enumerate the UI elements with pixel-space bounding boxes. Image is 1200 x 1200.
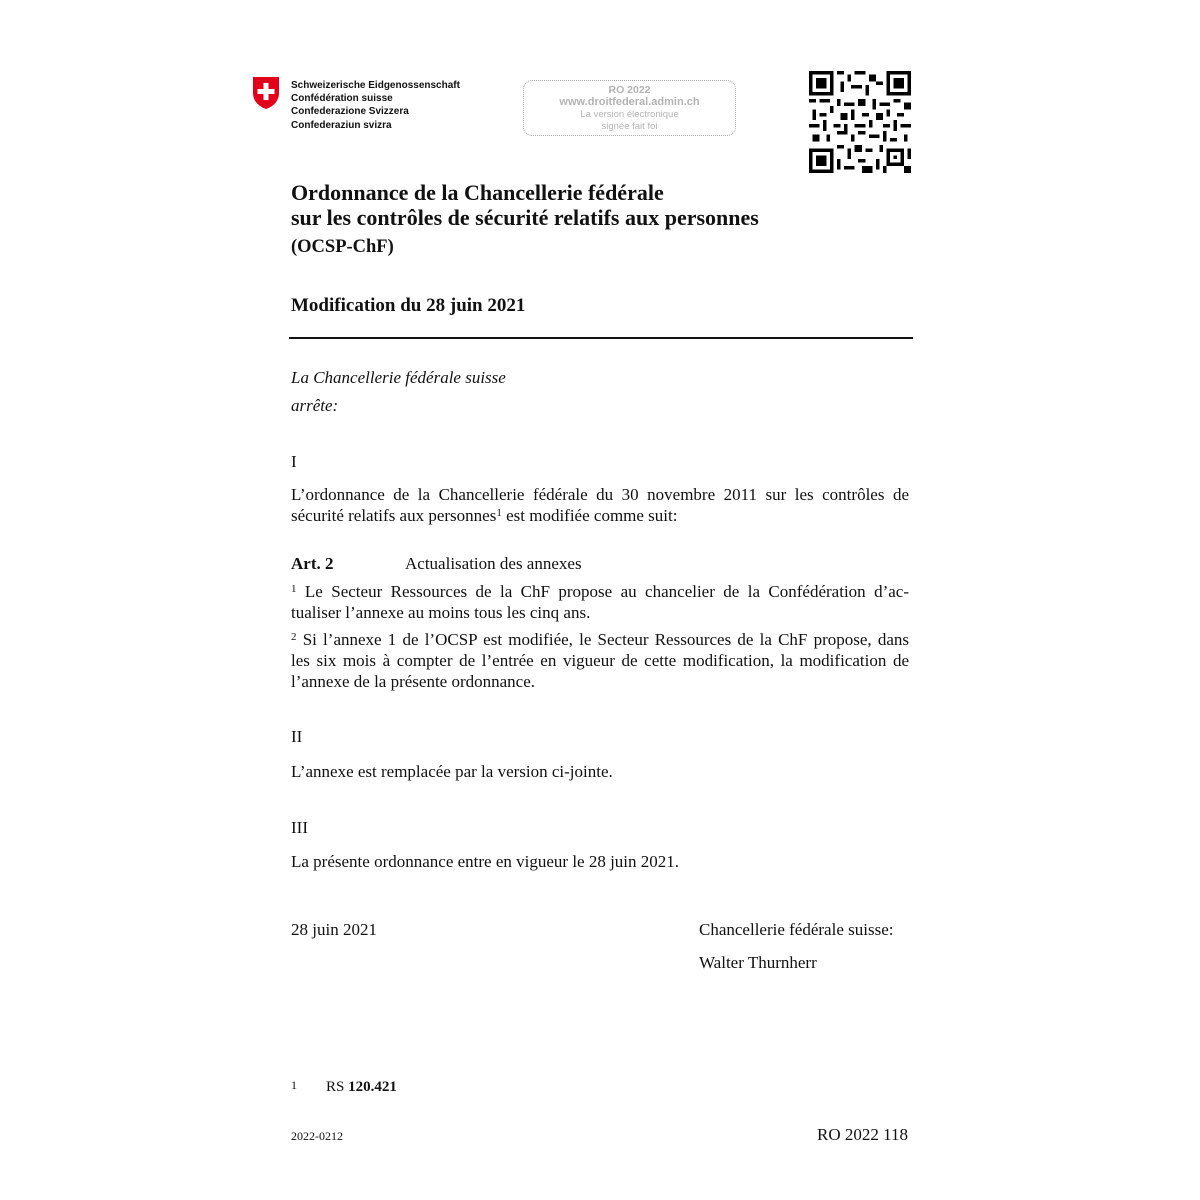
section-numeral-3: III	[291, 818, 308, 837]
paragraph-2-line-1	[291, 629, 909, 650]
paragraph-2-line-2: les six mois à compter de l’entrée en vigueur de cette modification, la modification de	[291, 651, 909, 670]
title-divider	[289, 337, 913, 339]
section-1-intro	[291, 484, 909, 526]
enacting-authority: La Chancellerie fédérale suisse	[291, 368, 506, 387]
authority-name-it: Confederazione Svizzera	[291, 106, 409, 118]
footnote-prefix: RS	[326, 1079, 349, 1095]
signature-office: Chancellerie fédérale suisse:	[699, 920, 894, 939]
publication-reference: RO 2022 118	[817, 1125, 908, 1144]
qr-code-icon[interactable]	[809, 71, 911, 173]
stamp-url[interactable]: www.droitfederal.admin.ch	[559, 96, 700, 108]
document-title	[291, 180, 759, 230]
article-paragraph-2	[291, 629, 909, 692]
signatory-name: Walter Thurnherr	[699, 953, 817, 972]
federal-authority-names	[291, 79, 460, 132]
section-1-intro-end: est modifiée comme suit:	[501, 506, 678, 525]
stamp-note-2: signée fait foi	[601, 120, 658, 132]
authority-name-fr: Confédération suisse	[291, 93, 393, 105]
authority-name-rm: Confederaziun svizra	[291, 119, 392, 131]
paragraph-number-1: 1	[291, 583, 297, 595]
title-abbreviation: (OCSP-ChF)	[291, 237, 394, 257]
signature-date: 28 juin 2021	[291, 920, 377, 939]
section-1-intro-text: sécurité relatifs aux personnes	[291, 506, 497, 525]
section-1-intro-line-2	[291, 505, 909, 526]
enacting-formula: arrête:	[291, 396, 339, 415]
paragraph-2-line-3: l’annexe de la présente ordonnance.	[291, 672, 536, 691]
stamp-note-1: La version électronique	[580, 109, 679, 120]
paragraph-1-line-1	[291, 581, 909, 602]
section-3-text: La présente ordonnance entre en vigueur le 28 juin 2021.	[291, 852, 680, 871]
paragraph-1-text: Le Secteur Ressources de la ChF propose au chancelier de la Confédération d’ac-	[296, 582, 909, 601]
footnote-ref[interactable]: 1	[496, 507, 502, 519]
article-paragraph-1	[291, 581, 909, 623]
paragraph-number-2: 2	[291, 631, 297, 643]
footnote-reference[interactable]: 120.421	[348, 1079, 397, 1095]
footnote-text	[326, 1079, 397, 1096]
paragraph-2-text: Si l’annexe 1 de l’OCSP est modifiée, le Secteur Ressources de la ChF propose, dans	[296, 630, 909, 649]
title-line-1: Ordonnance de la Chancellerie fédérale	[291, 180, 664, 205]
footnote-number: 1	[291, 1078, 297, 1092]
section-numeral-1: I	[291, 452, 297, 471]
article-number: Art. 2	[291, 554, 334, 573]
paragraph-1-line-2: tualiser l’annexe au moins tous les cinq ans.	[291, 603, 591, 622]
electronic-version-stamp	[523, 80, 736, 136]
section-2-text: L’annexe est remplacée par la version ci-jointe.	[291, 762, 613, 781]
section-numeral-2: II	[291, 727, 303, 746]
article-title: Actualisation des annexes	[405, 554, 582, 573]
title-line-2: sur les contrôles de sécurité relatifs aux personnes	[291, 205, 759, 230]
swiss-shield-icon	[252, 76, 280, 110]
section-1-intro-line-1: L’ordonnance de la Chancellerie fédérale du 30 novembre 2011 sur les contrôles de	[291, 485, 909, 504]
document-number: 2022-0212	[291, 1129, 343, 1143]
modification-date: Modification du 28 juin 2021	[291, 295, 526, 316]
stamp-collection: RO 2022	[608, 84, 651, 96]
authority-name-de: Schweizerische Eidgenossenschaft	[291, 80, 460, 91]
